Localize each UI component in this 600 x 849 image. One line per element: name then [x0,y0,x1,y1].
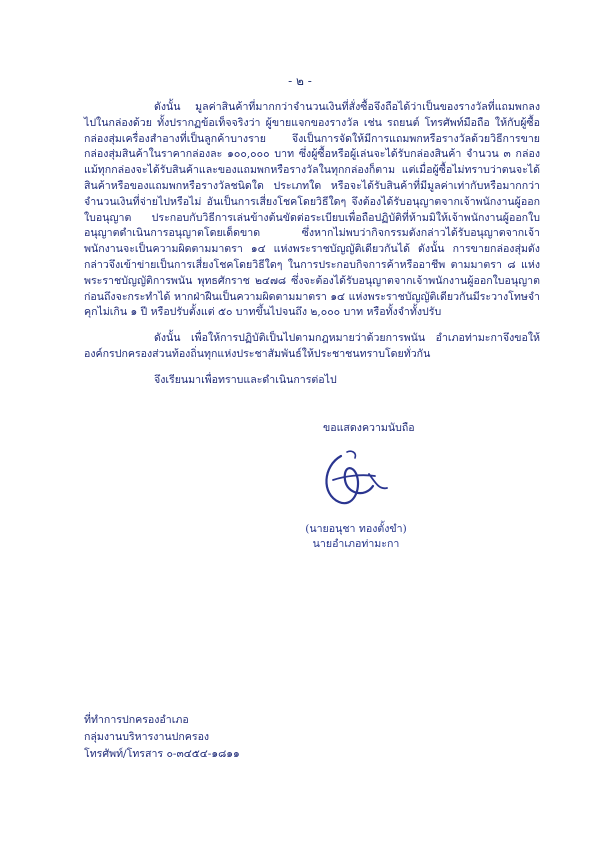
closing-salutation: ขอแสดงความนับถือ [323,422,415,434]
signer-block [281,522,431,552]
signer-name: (นายอนุชา ทองตั้งขำ) [305,523,407,535]
page-number: - ๒ - [288,74,312,88]
letter-body [84,100,540,389]
body-paragraph-2: ดังนั้น เพื่อให้การปฏิบัติเป็นไปตามกฎหมายว่าด้วยการพนัน อำเภอท่ามะกาจึงขอให้องค์กรปกครองส่วนท้องถิ่นทุกแห่งประชาสัมพันธ์ให้ประชาชนทราบโดยทั่วกัน [84,332,540,360]
signer-position: นายอำเภอท่ามะกา [312,538,400,550]
office-line-2: กลุ่มงานบริหารงานปกครอง [84,731,210,743]
signature-image [313,446,403,520]
office-footer [84,712,240,763]
body-paragraph-1: ดังนั้น มูลค่าสินค้าที่มากกว่าจำนวนเงินที่สั่งซื้อจึงถือได้ว่าเป็นของรางวัลที่แถมพกลงไปในกล่องด้วย ทั้งปรากฏข้อเท็จจริงว่า ผู้ขายแจกของรางวัล เช่น รถยนต์ โทรศัพท์มือถือ ให้กับผู้ซื้อกล่องสุ่มเครื่องสำอางที่เป็นลูกค้าบางราย จึงเป็นการจัดให้มีการแถมพกหรือรางวัลด้วยวิธีการขายกล่องสุ่มสินค้าในราคากล่องละ ๑๐๐,๐๐๐ บาท ซึ่งผู้ซื้อหรือผู้เล่นจะได้รับกล่องสินค้า จำนวน ๓ กล่อง แม้ทุกกล่องจะได้รับสินค้าและของแถมพกหรือรางวัลในทุกกล่องก็ตาม แต่เมื่อผู้ซื้อไม่ทราบว่าตนจะได้สินค้าหรือของแถมพกหรือรางวัลชนิดใด ประเภทใด หรือจะได้รับสินค้าที่มีมูลค่าเท่ากับหรือมากกว่าจำนวนเงินที่จ่ายไปหรือไม่ อันเป็นการเสี่ยงโชคโดยวิธีใดๆ จึงต้องได้รับอนุญาตจากเจ้าพนักงานผู้ออกใบอนุญาต ประกอบกับวิธีการเล่นข้างต้นขัดต่อระเบียบเพื่อถือปฏิบัติที่ห้ามมิให้เจ้าพนักงานผู้ออกใบอนุญาตดำเนินการอนุญาตโดยเด็ดขาด ซึ่งหากไม่พบว่ากิจกรรมดังกล่าวได้รับอนุญาตจากเจ้าพนักงานจะเป็นความผิดตามมาตรา ๑๔ แห่งพระราชบัญญัติเดียวกันได้ ดังนั้น การขายกล่องสุ่มดังกล่าวจึงเข้าข่ายเป็นการเสี่ยงโชคโดยวิธีใดๆ ในการประกอบกิจการค้าหรืออาชีพ ตามมาตรา ๘ แห่งพระราชบัญญัติการพนัน พุทธศักราช ๒๔๗๘ ซึ่งจะต้องได้รับอนุญาตจากเจ้าพนักงานผู้ออกใบอนุญาตก่อนถึงจะกระทำได้ หากฝ่าฝืนเป็นความผิดตามมาตรา ๑๔ แห่งพระราชบัญญัติเดียวกันมีระวางโทษจำคุกไม่เกิน ๑ ปี หรือปรับตั้งแต่ ๕๐ บาทขึ้นไปจนถึง ๒,๐๐๐ บาท หรือทั้งจำทั้งปรับ [84,101,540,319]
body-paragraph-3: จึงเรียนมาเพื่อทราบและดำเนินการต่อไป [154,373,337,386]
office-line-3: โทรศัพท์/โทรสาร ๐-๓๔๕๔-๑๘๑๑ [84,748,240,760]
office-line-1: ที่ทำการปกครองอำเภอ [84,714,189,726]
